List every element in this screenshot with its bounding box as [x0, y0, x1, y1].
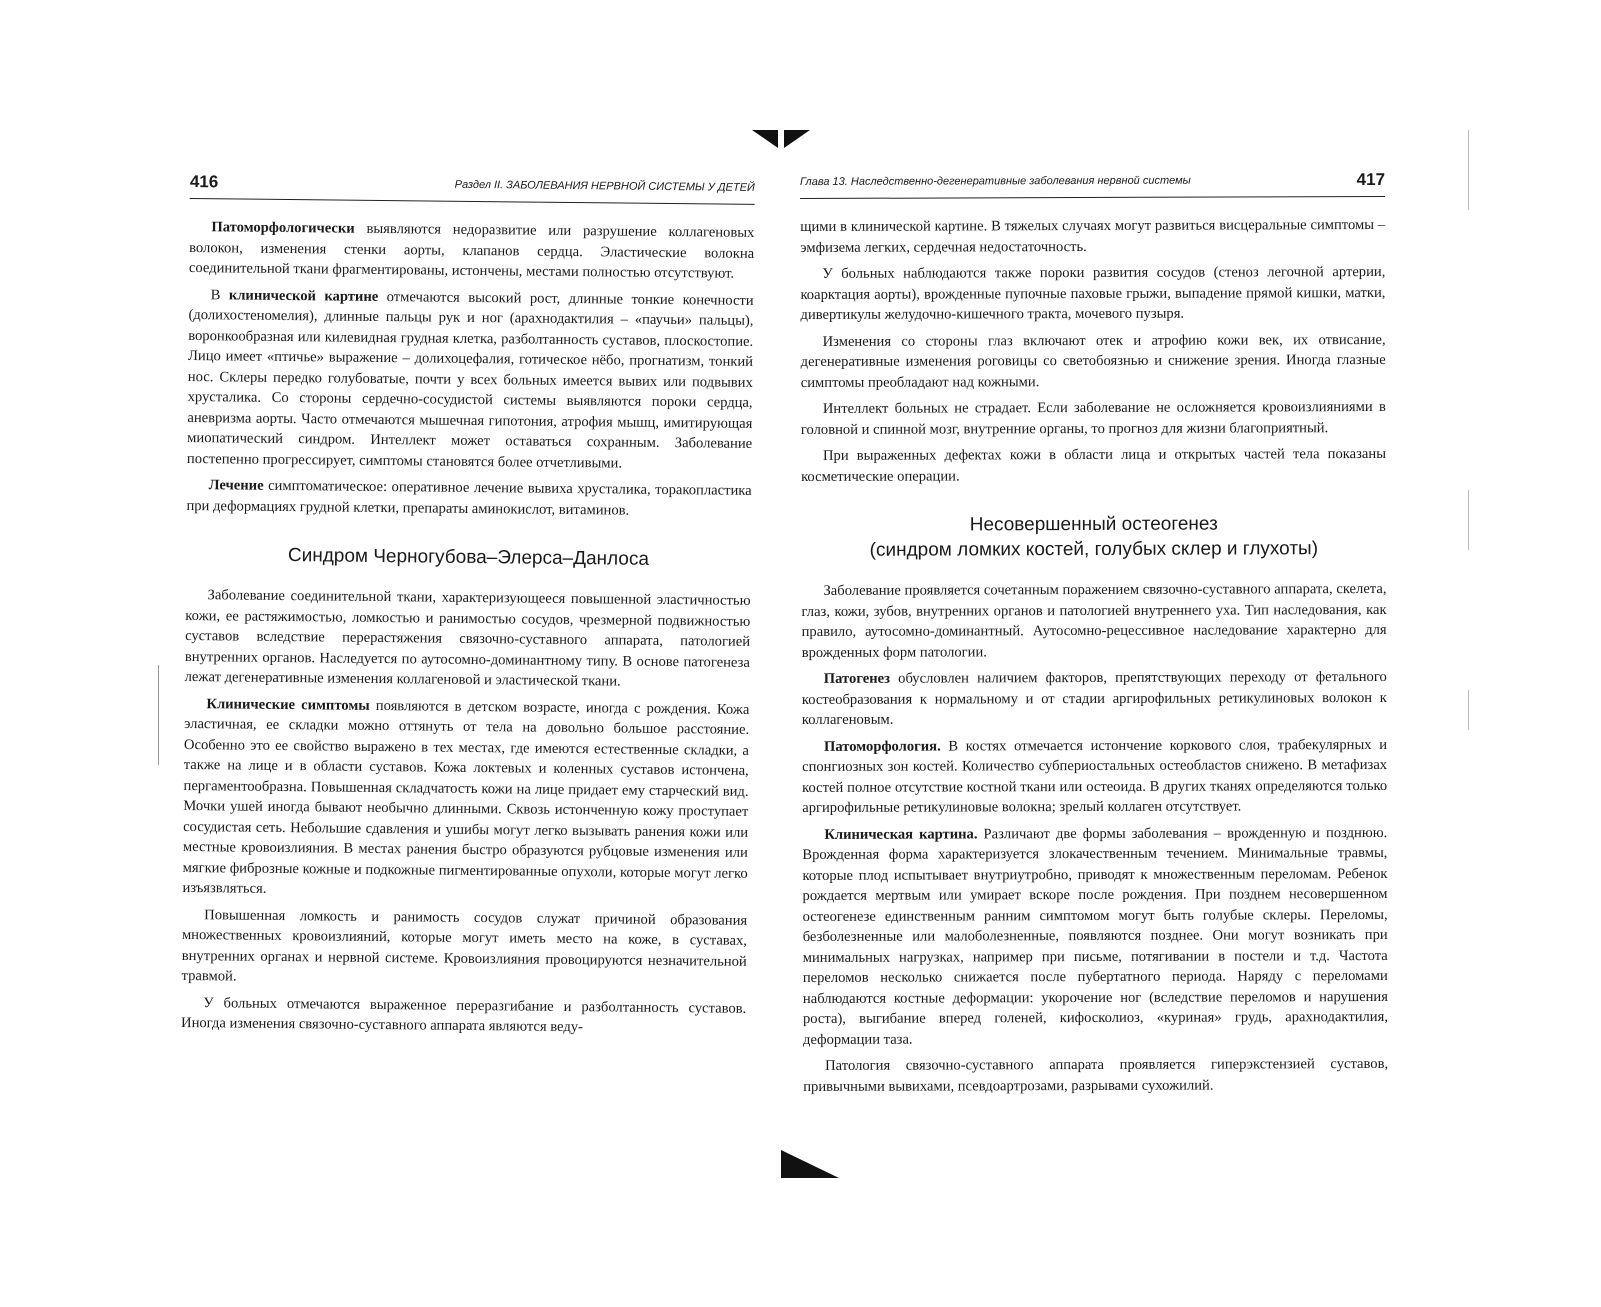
- paragraph: [802, 734, 1387, 818]
- running-head-right: Глава 13. Наследственно-дегенеративные заболевания нервной системы: [800, 174, 1191, 188]
- paragraph: [187, 284, 754, 474]
- paragraph-text: Заболевание проявляется сочетанным поражением связочно-суставного аппарата, скелета, глаз, кожи, зубов, внутренних органов и патологией внутреннего уха. Тип наследования, как правило, аутосомно-доминантный. Аутосомно-рецессивное наследование характерно для врожденных форм патологии.: [801, 580, 1387, 661]
- crop-mark-bottom-icon: [781, 1150, 841, 1180]
- paragraph: [181, 904, 747, 992]
- paragraph: [185, 585, 751, 693]
- paragraph: [186, 475, 751, 522]
- scan-artifact: [1468, 490, 1469, 550]
- crop-mark-top-icon: [752, 128, 812, 152]
- page-number-right: 417: [1356, 169, 1386, 190]
- paragraph-text: У больных отмечаются выраженное переразгибание и разболтанность суставов. Иногда изменения связочно-суставного аппарата являются веду-: [180, 994, 747, 1036]
- paragraph: [181, 992, 746, 1039]
- paragraph: [182, 693, 749, 904]
- paragraph-text: В костях отмечается истончение коркового слоя, трабекулярных и спонгиозных зон костей. Количество субпериостальных остеобластов снижено. В метафизах костей полное отсутствие костной ткани или остеоида. В других тканях определяются только аргирофильные ретикулиновые волокна; зрелый коллаген отсутствует.: [802, 736, 1388, 816]
- bold-term: клинической картине: [228, 286, 379, 305]
- page-number-left: 416: [189, 171, 219, 192]
- paragraph: [802, 667, 1387, 731]
- scan-artifact: [158, 665, 159, 765]
- heading-line-2: (синдром ломких костей, голубых склер и глухоты): [869, 538, 1319, 561]
- section-heading: [801, 511, 1386, 563]
- scan-artifact: [1468, 130, 1469, 210]
- paragraph: [801, 397, 1386, 440]
- paragraph-text: щими в клинической картине. В тяжелых случаях могут развиться висцеральные симптомы – эмфизема легких, сердечная недостаточность.: [800, 216, 1386, 256]
- bold-term: Клиническая картина.: [824, 825, 978, 843]
- paragraph-text: Изменения со стороны глаз включают отек и атрофию кожи век, их отвисание, дегенеративные изменения роговицы со светобоязнью и снижение зрения. Иногда глазные симптомы преобладают над кожными.: [800, 331, 1386, 391]
- section-heading: Синдром Черногубова–Элерса–Данлоса: [287, 545, 650, 570]
- paragraph-text: При выраженных дефектах кожи в области лица и открытых частей тела показаны косметические операции.: [801, 445, 1387, 485]
- paragraph-text: Патология связочно-суставного аппарата проявляется гиперэкстензией суставов, привычными вывихами, псевдоартрозами, разрывами сухожилий.: [803, 1055, 1389, 1095]
- left-page-header: [190, 170, 755, 205]
- running-head-left: Раздел II. ЗАБОЛЕВАНИЯ НЕРВНОЙ СИСТЕМЫ У ДЕТЕЙ: [454, 178, 755, 194]
- right-page-header: [800, 168, 1385, 199]
- scan-artifact: [1468, 690, 1469, 730]
- right-page: [800, 168, 1388, 1103]
- paragraph-text: Повышенная ломкость и ранимость сосудов служат причиной образования множественных кровоизлияний, которые могут иметь место на коже, в суставах, внутренних органах и нервной системе. Кровоизлияния провоцируются незначительной травмой.: [181, 906, 748, 985]
- paragraph: [800, 215, 1385, 258]
- paragraph-text: выявляются недоразвитие или разрушение коллагеновых волокон, изменения стенки аорты, клапанов сердца. Эластические волокна соединительной ткани фрагментированы, истончены, местами полностью отсутствуют.: [188, 220, 755, 282]
- paragraph-text: появляются в детском возрасте, иногда с рождения. Кожа эластичная, ее складки можно оттянуть от тела на довольно большое расстояние. Особенно это ее свойство выражено в тех местах, где имеются естественные складки, а также на лице и в области суставов. Кожа локтевых и коленных суставов истончена, пергаментообразна. Повышенная складчатость кожи на лице придает ему старческий вид. Мочки ушей иногда бывают необычно длинными. Сквозь истонченную кожу проступает сосудистая сеть. Небольшие сдавления и ушибы могут легко вызывать ранения кожи или местные кровоизлияния. В местах ранения быстро образуются рубцовые изменения или мягкие фиброзные кожные и подкожные пигментированные опухоли, которые могут легко изъязвляться.: [182, 697, 750, 897]
- paragraph: [802, 822, 1388, 1050]
- bold-term: Патоморфология.: [823, 738, 941, 755]
- paragraph: [803, 1054, 1388, 1097]
- paragraph-text: Заболевание соединительной ткани, характеризующееся повышенной эластичностью кожи, ее растяжимостью, ломкостью и ранимостью сосудов, чрезмерной подвижностью суставов вследствие перерастяжения связочно-суставного аппарата, патологией внутренних органов. Наследуется по аутосомно-доминантному типу. В основе патогенеза лежат дегенеративные изменения коллагеновой и эластической ткани.: [184, 587, 751, 690]
- paragraph: [801, 444, 1386, 487]
- paragraph: [189, 217, 755, 284]
- bold-term: Патогенез: [823, 670, 891, 687]
- paragraph-text: В: [210, 286, 229, 303]
- paragraph: [801, 579, 1386, 663]
- left-page: [181, 170, 755, 1045]
- paragraph: [801, 329, 1386, 393]
- paragraph-text: обусловлен наличием факторов, препятствующих переходу от фетального костеобразования к нормальному и от стадии аргирофильных ретикулиновых волокон к коллагеновым.: [801, 668, 1387, 728]
- bold-term: Клинические симптомы: [206, 695, 370, 714]
- bold-term: Патоморфологически: [211, 219, 355, 237]
- paragraph-text: симптоматическое: оперативное лечение вывиха хрусталика, торакопластика при деформациях грудной клетки, препараты аминокислот, витаминов.: [186, 477, 752, 519]
- paragraph-text: Интеллект больных не страдает. Если заболевание не осложняется кровоизлияниями в головной и спинной мозг, внутренние органы, то прогноз для жизни благоприятный.: [800, 398, 1386, 438]
- paragraph: [800, 262, 1385, 326]
- bold-term: Лечение: [208, 477, 264, 494]
- paragraph-text: Различают две формы заболевания – врожденную и позднюю. Врожденная форма характеризуется злокачественным течением. Минимальные травмы, которые плод испытывает внутриутробно, приводят к множественным переломам. Ребенок рождается мертвым или умирает вскоре после рождения. При позднем несовершенном остеогенезе единственным ранним симптомом могут быть голубые склеры. Переломы, безболезненные или малоболезненные, появляются позднее. Они могут возникать при минимальных нагрузках, например при письме, потягивании в постели и т.д. Частота переломов несколько снижается после пубертатного периода. Наряду с переломами наблюдаются костные деформации: укорочение ног (вследствие переломов и нарушения роста), выгибание вперед голеней, кифосколиоз, «куриная» грудь, арахнодактилия, деформации таза.: [802, 824, 1388, 1048]
- paragraph-text: отмечаются высокий рост, длинные тонкие конечности (долихостеномелия), длинные пальцы рук и ног (арахнодактилия – «паучьи» пальцы), воронкообразная или килевидная грудная клетка, разболтанность суставов, плоскостопие. Лицо имеет «птичье» выражение – долихоцефалия, готическое нёбо, прогнатизм, тонкий нос. Склеры передко голубоватые, почти у всех больных имеется вывих или подвывих хрусталика. Со стороны сердечно-сосудистой системы выявляются пороки сердца, аневризма аорты. Часто отмечаются мышечная гипотония, атрофия мышц, имитирующая миопатический синдром. Интеллект может оставаться сохранным. Заболевание постепенно прогрессирует, симптомы становятся более отчетливыми.: [186, 288, 754, 472]
- paragraph-text: У больных наблюдаются также пороки развития сосудов (стеноз легочной артерии, коарктация аорты), врожденные пупочные паховые грыжи, выпадение прямой кишки, матки, дивертикулы желудочно-кишечного тракта, мочевого пузыря.: [800, 263, 1386, 323]
- heading-line-1: Несовершенный остеогенез: [969, 513, 1218, 536]
